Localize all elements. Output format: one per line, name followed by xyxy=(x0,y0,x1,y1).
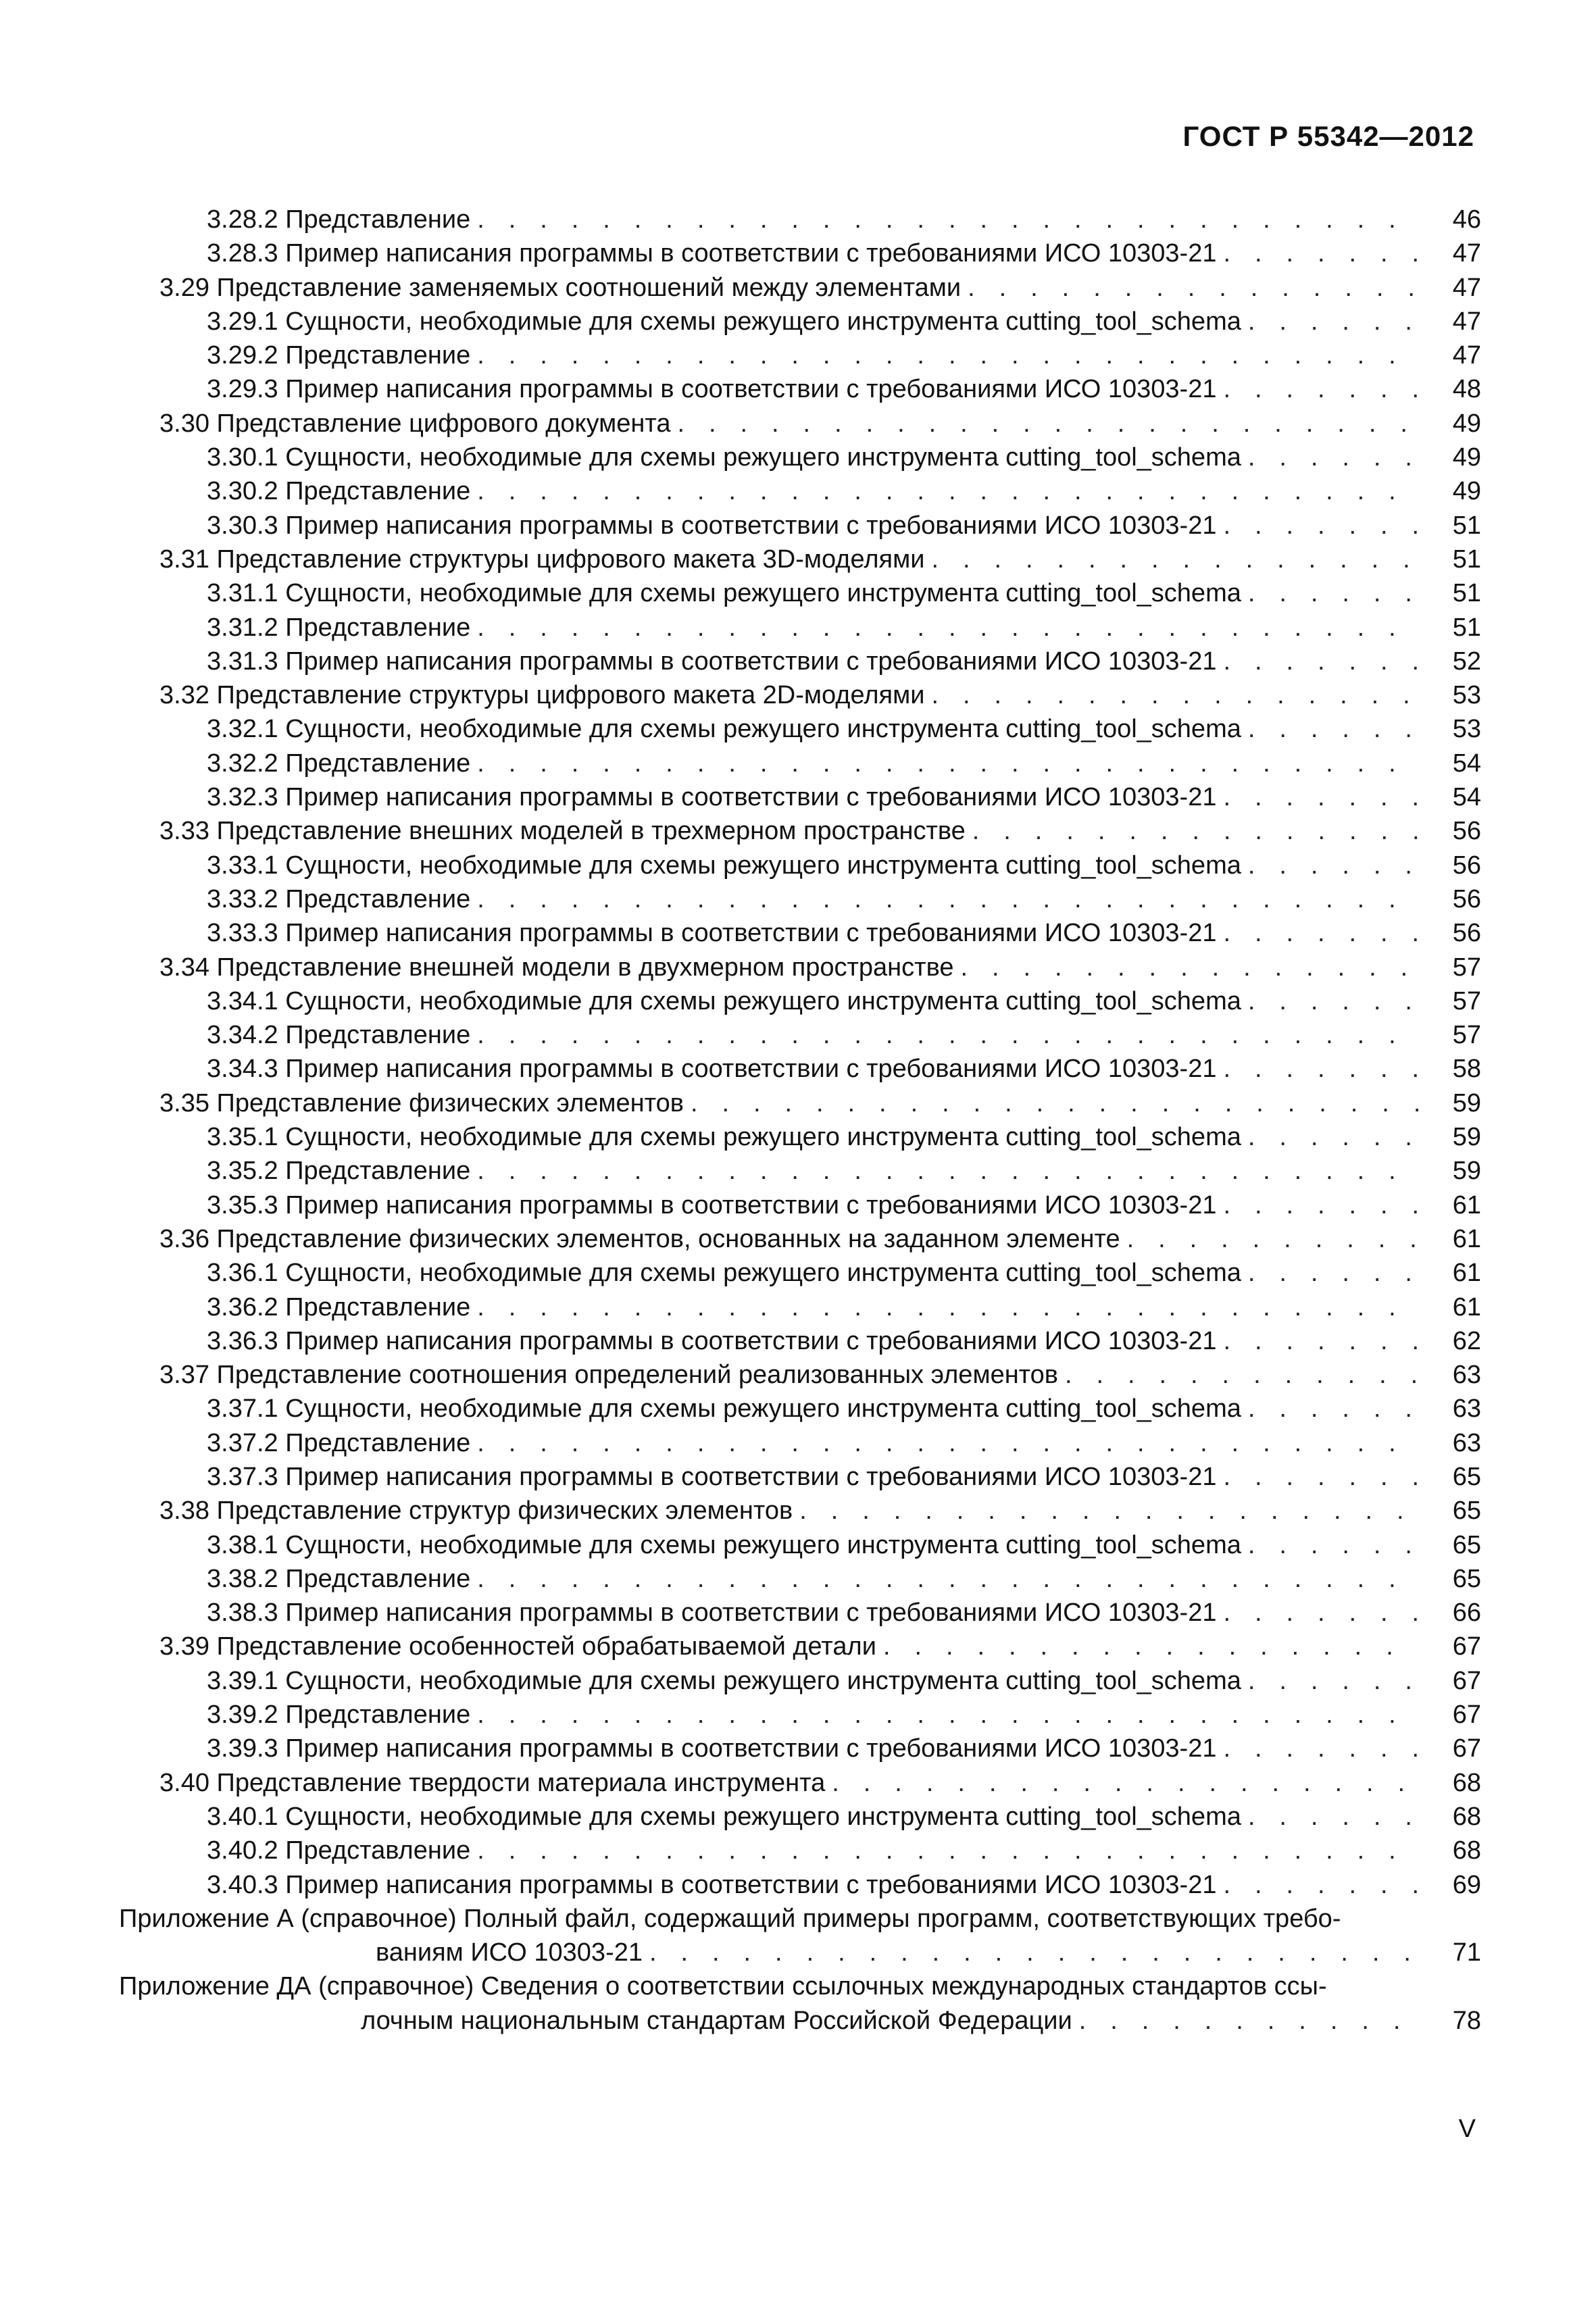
toc-entry-label: 3.36.2 Представление xyxy=(207,1290,477,1324)
toc-leader-dots xyxy=(1223,1868,1419,1902)
toc-entry-content xyxy=(207,1426,1419,1460)
toc-entry[interactable] xyxy=(0,1392,1596,1426)
toc-entry-page: 51 xyxy=(1452,511,1481,540)
toc-entry-content xyxy=(207,1256,1419,1290)
toc-entry-page: 57 xyxy=(1452,1021,1481,1050)
toc-entry-content xyxy=(207,1052,1419,1086)
toc-entry-page: 58 xyxy=(1452,1055,1481,1084)
toc-entry[interactable] xyxy=(0,678,1596,712)
toc-entry[interactable] xyxy=(0,1222,1596,1256)
toc-entry-page: 61 xyxy=(1452,1224,1481,1253)
toc-leader-dots xyxy=(649,1936,1419,1969)
table-of-contents xyxy=(0,203,1596,2038)
toc-leader-dots xyxy=(477,747,1419,780)
appendix-title-line-2 xyxy=(0,2004,1596,2038)
toc-entry-page: 52 xyxy=(1452,647,1481,676)
toc-entry-content xyxy=(207,1868,1419,1902)
toc-entry-content xyxy=(207,1732,1419,1765)
toc-entry-page: 65 xyxy=(1452,1530,1481,1559)
toc-entry-label: 3.29.2 Представление xyxy=(207,338,477,372)
toc-entry-content xyxy=(159,271,1419,305)
toc-entry[interactable] xyxy=(0,576,1596,610)
toc-entry-label: 3.35.2 Представление xyxy=(207,1154,477,1188)
toc-entry-page: 47 xyxy=(1452,273,1481,302)
toc-entry-content xyxy=(207,1596,1419,1630)
toc-entry-content xyxy=(159,1766,1419,1800)
toc-entry[interactable] xyxy=(0,1086,1596,1120)
toc-entry-label: 3.37.2 Представление xyxy=(207,1426,477,1460)
toc-entry-label: 3.31.3 Пример написания программы в соответствии с требованиями ИСО 10303-21 xyxy=(207,645,1223,678)
toc-entry-label: 3.31.1 Сущности, необходимые для схемы режущего инструмента cutting_tool_schema xyxy=(207,576,1248,610)
toc-entry-label: 3.30.1 Сущности, необходимые для схемы режущего инструмента cutting_tool_schema xyxy=(207,441,1248,474)
toc-entry-label: 3.28.3 Пример написания программы в соответствии с требованиями ИСО 10303-21 xyxy=(207,236,1223,270)
toc-entry[interactable] xyxy=(0,474,1596,508)
toc-entry-label: 3.37.1 Сущности, необходимые для схемы режущего инструмента cutting_tool_schema xyxy=(207,1392,1248,1426)
toc-entry-page: 67 xyxy=(1452,1734,1481,1763)
toc-leader-dots xyxy=(832,1766,1419,1800)
toc-entry-content xyxy=(159,407,1419,441)
toc-leader-dots xyxy=(678,407,1420,441)
appendix-title-line-2 xyxy=(0,1936,1596,1969)
toc-entry-page: 53 xyxy=(1452,681,1481,710)
toc-entry[interactable] xyxy=(0,645,1596,678)
appendix-page: 71 xyxy=(1452,1938,1481,1967)
toc-entry-content xyxy=(159,678,1419,712)
toc-entry-label: 3.30.3 Пример написания программы в соответствии с требованиями ИСО 10303-21 xyxy=(207,509,1223,543)
toc-leader-dots xyxy=(1248,441,1419,474)
toc-entry-page: 54 xyxy=(1452,749,1481,778)
toc-entry-label: 3.39.2 Представление xyxy=(207,1698,477,1732)
appendix-title-continuation: ваниям ИСО 10303-21 xyxy=(376,1936,649,1969)
toc-entry[interactable] xyxy=(0,1324,1596,1358)
toc-leader-dots xyxy=(1223,645,1419,678)
toc-entry-label: 3.34.1 Сущности, необходимые для схемы режущего инструмента cutting_tool_schema xyxy=(207,984,1248,1018)
toc-leader-dots xyxy=(1248,1528,1419,1562)
toc-entry-label: 3.35.3 Пример написания программы в соответствии с требованиями ИСО 10303-21 xyxy=(207,1188,1223,1222)
toc-leader-dots xyxy=(883,1630,1419,1663)
toc-entry[interactable] xyxy=(0,1630,1596,1663)
toc-leader-dots xyxy=(477,1426,1419,1460)
toc-entry-page: 51 xyxy=(1452,579,1481,608)
toc-entry-label: 3.34 Представление внешней модели в двухмерном пространстве xyxy=(159,951,960,984)
toc-entry-content xyxy=(159,1630,1419,1663)
toc-entry-content xyxy=(207,1834,1419,1867)
toc-leader-dots xyxy=(1223,1732,1419,1765)
toc-entry-label: 3.37 Представление соотношения определений реализованных элементов xyxy=(159,1358,1065,1392)
appendix-title-line-1: Приложение ДА (справочное) Сведения о соответствии ссылочных международных стандартов ссы- xyxy=(119,1972,1327,2001)
toc-entry-page: 59 xyxy=(1452,1088,1481,1117)
toc-entry-page: 49 xyxy=(1452,477,1481,506)
toc-entry-page: 68 xyxy=(1452,1768,1481,1797)
toc-entry-label: 3.33.1 Сущности, необходимые для схемы режущего инструмента cutting_tool_schema xyxy=(207,849,1248,882)
toc-entry[interactable] xyxy=(0,611,1596,645)
toc-entry-content xyxy=(207,747,1419,780)
toc-entry-content xyxy=(207,916,1419,950)
toc-entry-content xyxy=(159,814,1419,848)
toc-entry[interactable] xyxy=(0,1834,1596,1867)
toc-entry-label: 3.29.1 Сущности, необходимые для схемы режущего инструмента cutting_tool_schema xyxy=(207,305,1248,338)
document-header: ГОСТ Р 55342—2012 xyxy=(1182,120,1474,152)
toc-leader-dots xyxy=(1248,1392,1419,1426)
toc-entry-content xyxy=(207,441,1419,474)
toc-leader-dots xyxy=(1248,1120,1419,1154)
toc-entry-label: 3.30.2 Представление xyxy=(207,474,477,508)
toc-entry[interactable] xyxy=(0,849,1596,882)
toc-leader-dots xyxy=(1248,712,1419,746)
toc-entry-content xyxy=(207,849,1419,882)
toc-leader-dots xyxy=(691,1086,1419,1120)
toc-entry-label: 3.37.3 Пример написания программы в соответствии с требованиями ИСО 10303-21 xyxy=(207,1460,1223,1494)
toc-entry-page: 57 xyxy=(1452,953,1481,982)
toc-entry-content xyxy=(207,509,1419,543)
toc-leader-dots xyxy=(1248,1800,1419,1834)
toc-leader-dots xyxy=(477,338,1419,372)
toc-entry-page: 47 xyxy=(1452,307,1481,336)
toc-entry[interactable] xyxy=(0,1868,1596,1902)
toc-entry-label: 3.34.3 Пример написания программы в соответствии с требованиями ИСО 10303-21 xyxy=(207,1052,1223,1086)
toc-entry-page: 56 xyxy=(1452,884,1481,913)
toc-entry-content xyxy=(207,474,1419,508)
toc-leader-dots xyxy=(477,611,1419,645)
toc-entry-label: 3.36.3 Пример написания программы в соответствии с требованиями ИСО 10303-21 xyxy=(207,1324,1223,1358)
toc-leader-dots xyxy=(972,814,1419,848)
toc-leader-dots xyxy=(931,543,1419,576)
toc-entry[interactable] xyxy=(0,1188,1596,1222)
toc-entry[interactable] xyxy=(0,1800,1596,1834)
toc-leader-dots xyxy=(1223,1324,1419,1358)
toc-entry-content xyxy=(207,780,1419,814)
toc-entry-content xyxy=(207,882,1419,916)
toc-leader-dots xyxy=(1223,236,1419,270)
toc-entry-content xyxy=(207,712,1419,746)
toc-entry[interactable] xyxy=(0,1120,1596,1154)
toc-entry-content xyxy=(207,372,1419,406)
toc-entry[interactable] xyxy=(0,951,1596,984)
toc-entry-page: 51 xyxy=(1452,545,1481,574)
toc-entry[interactable] xyxy=(0,509,1596,543)
toc-entry-label: 3.38.2 Представление xyxy=(207,1562,477,1596)
toc-entry[interactable] xyxy=(0,1018,1596,1052)
toc-entry[interactable] xyxy=(0,1460,1596,1494)
toc-entry-label: 3.39.3 Пример написания программы в соответствии с требованиями ИСО 10303-21 xyxy=(207,1732,1223,1765)
toc-entry-content xyxy=(207,1120,1419,1154)
toc-leader-dots xyxy=(1223,1596,1419,1630)
toc-entry-content xyxy=(207,1188,1419,1222)
toc-entry-page: 48 xyxy=(1452,375,1481,404)
toc-entry[interactable] xyxy=(0,338,1596,372)
toc-entry[interactable] xyxy=(0,1732,1596,1765)
toc-entry-label: 3.29.3 Пример написания программы в соответствии с требованиями ИСО 10303-21 xyxy=(207,372,1223,406)
toc-entry-label: 3.40.1 Сущности, необходимые для схемы режущего инструмента cutting_tool_schema xyxy=(207,1800,1248,1834)
toc-entry-page: 59 xyxy=(1452,1157,1481,1186)
toc-entry[interactable] xyxy=(0,1562,1596,1596)
toc-entry-content xyxy=(207,1664,1419,1698)
toc-entry[interactable] xyxy=(0,916,1596,950)
toc-entry[interactable] xyxy=(0,372,1596,406)
toc-entry[interactable] xyxy=(0,780,1596,814)
toc-leader-dots xyxy=(1127,1222,1419,1256)
toc-entry-label: 3.28.2 Представление xyxy=(207,203,477,236)
toc-entry-label: 3.29 Представление заменяемых соотношений между элементами xyxy=(159,271,968,305)
toc-entry-page: 54 xyxy=(1452,783,1481,812)
toc-entry-label: 3.40.2 Представление xyxy=(207,1834,477,1867)
toc-entry-label: 3.35.1 Сущности, необходимые для схемы режущего инструмента cutting_tool_schema xyxy=(207,1120,1248,1154)
toc-entry-page: 51 xyxy=(1452,613,1481,642)
toc-entry-page: 63 xyxy=(1452,1428,1481,1457)
toc-entry-label: 3.40.3 Пример написания программы в соответствии с требованиями ИСО 10303-21 xyxy=(207,1868,1223,1902)
toc-leader-dots xyxy=(1248,849,1419,882)
toc-entry[interactable] xyxy=(0,407,1596,441)
toc-entry-content xyxy=(159,543,1419,576)
toc-entry-page: 53 xyxy=(1452,715,1481,744)
toc-entry[interactable] xyxy=(0,984,1596,1018)
toc-entry-page: 62 xyxy=(1452,1326,1481,1355)
toc-entry-page: 65 xyxy=(1452,1462,1481,1491)
toc-entry-label: 3.39.1 Сущности, необходимые для схемы режущего инструмента cutting_tool_schema xyxy=(207,1664,1248,1698)
toc-entry-label: 3.33 Представление внешних моделей в трехмерном пространстве xyxy=(159,814,972,848)
toc-entry-content xyxy=(207,984,1419,1018)
toc-entry-label: 3.33.3 Пример написания программы в соответствии с требованиями ИСО 10303-21 xyxy=(207,916,1223,950)
toc-leader-dots xyxy=(477,1562,1419,1596)
toc-entry-page: 56 xyxy=(1452,919,1481,948)
toc-entry[interactable] xyxy=(0,747,1596,780)
toc-entry[interactable] xyxy=(0,1766,1596,1800)
toc-entry[interactable] xyxy=(0,1596,1596,1630)
toc-leader-dots xyxy=(1065,1358,1419,1392)
toc-entry-content xyxy=(207,1324,1419,1358)
toc-entry-page: 49 xyxy=(1452,443,1481,472)
toc-entry-page: 47 xyxy=(1452,341,1481,370)
toc-leader-dots xyxy=(960,951,1419,984)
toc-entry-label: 3.38.1 Сущности, необходимые для схемы режущего инструмента cutting_tool_schema xyxy=(207,1528,1248,1562)
toc-entry-page: 63 xyxy=(1452,1361,1481,1390)
toc-entry-content xyxy=(207,1800,1419,1834)
toc-entry-content xyxy=(207,1018,1419,1052)
toc-entry[interactable] xyxy=(0,1358,1596,1392)
appendix-title-continuation: лочным национальным стандартам Российской Федерации xyxy=(361,2004,1079,2038)
toc-entry-content xyxy=(207,203,1419,236)
toc-appendix-entry[interactable] xyxy=(0,1969,1596,2038)
toc-entry-label: 3.38.3 Пример написания программы в соответствии с требованиями ИСО 10303-21 xyxy=(207,1596,1223,1630)
toc-entry-content xyxy=(207,1154,1419,1188)
toc-entry[interactable] xyxy=(0,712,1596,746)
appendix-page: 78 xyxy=(1452,2006,1481,2035)
toc-entry[interactable] xyxy=(0,882,1596,916)
toc-appendix-entry[interactable] xyxy=(0,1902,1596,1970)
toc-entry-label: 3.35 Представление физических элементов xyxy=(159,1086,691,1120)
toc-leader-dots xyxy=(1248,576,1419,610)
toc-entry-page: 46 xyxy=(1452,205,1481,234)
toc-entry-content xyxy=(207,338,1419,372)
toc-entry-page: 68 xyxy=(1452,1836,1481,1865)
toc-entry-label: 3.36 Представление физических элементов, основанных на заданном элементе xyxy=(159,1222,1127,1256)
toc-leader-dots xyxy=(477,1154,1419,1188)
toc-entry-content xyxy=(159,1494,1419,1528)
toc-leader-dots xyxy=(477,1698,1419,1732)
toc-entry-page: 63 xyxy=(1452,1394,1481,1424)
toc-entry-label: 3.31 Представление структуры цифрового макета 3D-моделями xyxy=(159,543,931,576)
toc-entry-page: 67 xyxy=(1452,1666,1481,1695)
toc-entry[interactable] xyxy=(0,1494,1596,1528)
toc-leader-dots xyxy=(477,1834,1419,1867)
toc-entry-content xyxy=(207,1460,1419,1494)
toc-entry-content xyxy=(159,1358,1419,1392)
toc-entry-page: 61 xyxy=(1452,1190,1481,1219)
toc-entry[interactable] xyxy=(0,1426,1596,1460)
toc-entry-label: 3.32.2 Представление xyxy=(207,747,477,780)
toc-entry-page: 65 xyxy=(1452,1564,1481,1593)
toc-entry-page: 68 xyxy=(1452,1802,1481,1831)
toc-entry-content xyxy=(159,951,1419,984)
toc-entry-label: 3.32.3 Пример написания программы в соответствии с требованиями ИСО 10303-21 xyxy=(207,780,1223,814)
toc-entry[interactable] xyxy=(0,814,1596,848)
toc-entry-page: 65 xyxy=(1452,1496,1481,1526)
page-number: V xyxy=(1458,2115,1476,2143)
toc-entry-content xyxy=(207,1562,1419,1596)
toc-leader-dots xyxy=(1248,305,1419,338)
toc-entry-content xyxy=(159,1222,1419,1256)
toc-leader-dots xyxy=(477,1290,1419,1324)
toc-entry[interactable] xyxy=(0,271,1596,305)
toc-entry-page: 61 xyxy=(1452,1259,1481,1288)
toc-entry-content xyxy=(207,611,1419,645)
toc-entry-label: 3.34.2 Представление xyxy=(207,1018,477,1052)
toc-entry-label: 3.40 Представление твердости материала инструмента xyxy=(159,1766,832,1800)
toc-entry-label: 3.38 Представление структур физических элементов xyxy=(159,1494,799,1528)
toc-leader-dots xyxy=(1248,1256,1419,1290)
toc-leader-dots xyxy=(1079,2004,1419,2038)
toc-entry[interactable] xyxy=(0,1698,1596,1732)
toc-entry-label: 3.39 Представление особенностей обрабатываемой детали xyxy=(159,1630,883,1663)
toc-entry-page: 67 xyxy=(1452,1632,1481,1661)
toc-entry-page: 56 xyxy=(1452,851,1481,880)
toc-entry[interactable] xyxy=(0,1154,1596,1188)
toc-entry[interactable] xyxy=(0,543,1596,576)
toc-entry-page: 61 xyxy=(1452,1292,1481,1322)
toc-entry-label: 3.32 Представление структуры цифрового макета 2D-моделями xyxy=(159,678,931,712)
toc-leader-dots xyxy=(1223,780,1419,814)
toc-entry-content xyxy=(207,1698,1419,1732)
toc-entry-page: 57 xyxy=(1452,986,1481,1015)
toc-entry-content xyxy=(207,1528,1419,1562)
toc-entry-label: 3.31.2 Представление xyxy=(207,611,477,645)
toc-entry-content xyxy=(207,645,1419,678)
toc-leader-dots xyxy=(477,203,1419,236)
toc-leader-dots xyxy=(1223,372,1419,406)
toc-entry-content xyxy=(159,1086,1419,1120)
toc-entry-label: 3.36.1 Сущности, необходимые для схемы режущего инструмента cutting_tool_schema xyxy=(207,1256,1248,1290)
toc-entry-label: 3.32.1 Сущности, необходимые для схемы режущего инструмента cutting_tool_schema xyxy=(207,712,1248,746)
toc-entry-label: 3.33.2 Представление xyxy=(207,882,477,916)
toc-entry-content xyxy=(207,576,1419,610)
toc-leader-dots xyxy=(477,474,1419,508)
toc-entry[interactable] xyxy=(0,305,1596,338)
toc-entry[interactable] xyxy=(0,1664,1596,1698)
toc-leader-dots xyxy=(1248,1664,1419,1698)
toc-leader-dots xyxy=(931,678,1419,712)
toc-entry[interactable] xyxy=(0,236,1596,270)
toc-entry-content xyxy=(207,305,1419,338)
toc-leader-dots xyxy=(1223,1188,1419,1222)
toc-entry[interactable] xyxy=(0,1290,1596,1324)
toc-entry-page: 59 xyxy=(1452,1123,1481,1152)
toc-entry-page: 67 xyxy=(1452,1701,1481,1730)
toc-entry-content xyxy=(207,1392,1419,1426)
toc-entry[interactable] xyxy=(0,1528,1596,1562)
toc-entry-page: 56 xyxy=(1452,817,1481,846)
toc-entry[interactable] xyxy=(0,441,1596,474)
toc-entry-content xyxy=(207,236,1419,270)
toc-entry-page: 66 xyxy=(1452,1599,1481,1628)
toc-entry-label: 3.30 Представление цифрового документа xyxy=(159,407,678,441)
toc-leader-dots xyxy=(1223,916,1419,950)
toc-leader-dots xyxy=(1223,1052,1419,1086)
toc-leader-dots xyxy=(968,271,1419,305)
toc-entry[interactable] xyxy=(0,1052,1596,1086)
toc-leader-dots xyxy=(799,1494,1419,1528)
toc-leader-dots xyxy=(477,1018,1419,1052)
toc-entry-page: 49 xyxy=(1452,409,1481,438)
toc-entry[interactable] xyxy=(0,1256,1596,1290)
toc-leader-dots xyxy=(1248,984,1419,1018)
toc-leader-dots xyxy=(477,882,1419,916)
appendix-title-line-1: Приложение А (справочное) Полный файл, содержащий примеры программ, соответствующих требо- xyxy=(119,1904,1341,1933)
toc-entry-page: 47 xyxy=(1452,239,1481,268)
toc-entry-content xyxy=(207,1290,1419,1324)
toc-entry-page: 69 xyxy=(1452,1870,1481,1899)
toc-leader-dots xyxy=(1223,1460,1419,1494)
toc-entry[interactable] xyxy=(0,203,1596,236)
toc-leader-dots xyxy=(1223,509,1419,543)
